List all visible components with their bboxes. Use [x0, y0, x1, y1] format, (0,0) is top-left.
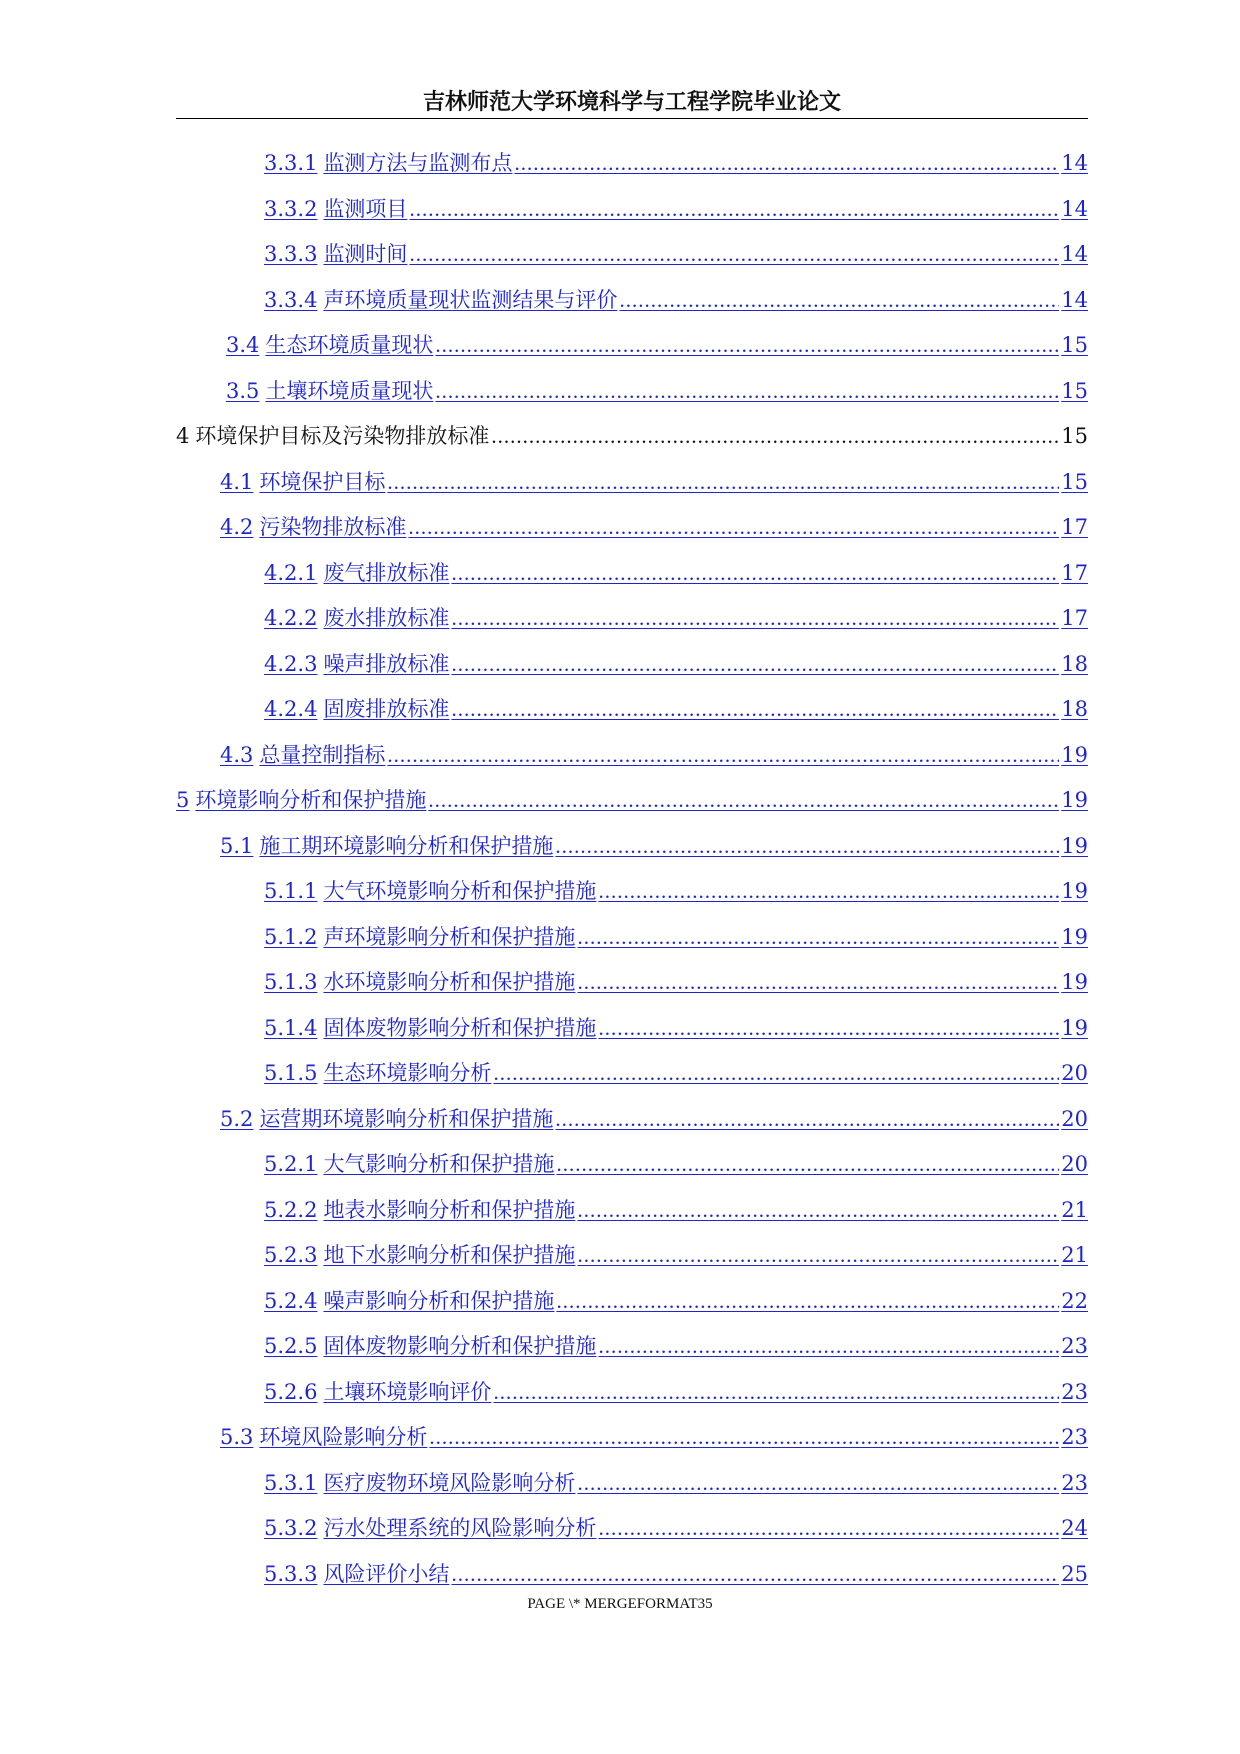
toc-entry-number: 3.3.1 [264, 151, 318, 175]
toc-entry-title: 环境风险影响分析 [259, 1425, 428, 1449]
toc-entry-page-number: 19 [1061, 788, 1088, 812]
toc-entry-5-2[interactable] [176, 1101, 1088, 1147]
toc-entry-number: 5.1.3 [264, 970, 318, 994]
toc-entry-number: 5.3.1 [264, 1470, 318, 1495]
toc-entry-page-number: 17 [1061, 606, 1088, 630]
toc-entry-title: 污水处理系统的风险影响分析 [323, 1516, 597, 1540]
toc-entry-3-3-1[interactable] [176, 145, 1088, 191]
toc-entry-page-number: 14 [1061, 151, 1088, 175]
header-divider [176, 118, 1088, 119]
toc-entry-number: 5.1.2 [264, 924, 318, 949]
toc-entry-title: 环境保护目标 [259, 469, 386, 494]
toc-dot-leader [619, 282, 1059, 318]
toc-entry-title: 生态环境影响分析 [323, 1061, 492, 1085]
toc-entry-number: 5.2.5 [264, 1334, 318, 1358]
toc-entry-title: 水环境影响分析和保护措施 [323, 970, 576, 994]
toc-entry-5-1-5[interactable] [176, 1055, 1088, 1101]
toc-entry-number: 5.2.4 [264, 1288, 318, 1313]
toc-entry-title: 环境影响分析和保护措施 [195, 788, 427, 812]
toc-dot-leader [493, 1055, 1059, 1091]
toc-dot-leader [435, 327, 1059, 363]
toc-entry-page-number: 18 [1061, 697, 1088, 721]
toc-dot-leader [387, 737, 1059, 773]
toc-entry-number: 4.3 [220, 742, 254, 767]
toc-entry-page-number: 19 [1061, 1015, 1088, 1040]
toc-dot-leader [556, 1283, 1059, 1319]
toc-entry-5-3-1[interactable] [176, 1465, 1088, 1511]
toc-dot-leader [451, 600, 1059, 636]
toc-entry-page-number: 18 [1061, 651, 1088, 676]
toc-entry-title: 固体废物影响分析和保护措施 [323, 1334, 597, 1358]
toc-dot-leader [428, 782, 1059, 818]
toc-entry-number: 3.5 [226, 378, 260, 403]
toc-entry-page-number: 14 [1061, 196, 1088, 221]
toc-entry-page-number: 17 [1061, 515, 1088, 539]
toc-entry-4-3[interactable] [176, 737, 1088, 783]
toc-entry-5-1-4[interactable] [176, 1010, 1088, 1056]
toc-entry-number: 5.2.3 [264, 1243, 318, 1267]
toc-entry-number: 5.1.1 [264, 879, 318, 903]
toc-dot-leader [451, 1556, 1059, 1592]
toc-entry-5-3[interactable] [176, 1419, 1088, 1465]
toc-entry-page-number: 20 [1061, 1061, 1088, 1085]
toc-dot-leader [409, 191, 1059, 227]
toc-dot-leader [408, 509, 1059, 545]
toc-dot-leader [409, 236, 1059, 272]
toc-dot-leader [387, 464, 1059, 500]
toc-entry-title: 声环境质量现状监测结果与评价 [323, 287, 618, 312]
toc-entry-number: 5.1.4 [264, 1015, 318, 1040]
toc-entry-page-number: 15 [1061, 424, 1088, 448]
toc-entry-page-number: 15 [1061, 469, 1088, 494]
toc-entry-title: 大气影响分析和保护措施 [323, 1152, 555, 1176]
page-footer-field: PAGE \* MERGEFORMAT35 [527, 1596, 713, 1612]
toc-entry-number: 5.2 [220, 1106, 254, 1131]
toc-entry-number: 4.2.3 [264, 651, 318, 676]
toc-entry-page-number: 24 [1061, 1516, 1088, 1540]
toc-entry-5-1-1[interactable] [176, 873, 1088, 919]
toc-entry-page-number: 19 [1061, 970, 1088, 994]
toc-entry-title: 运营期环境影响分析和保护措施 [259, 1106, 554, 1131]
toc-entry-page-number: 15 [1061, 378, 1088, 403]
toc-entry-number: 5 [176, 788, 190, 812]
toc-entry-3-3-3[interactable] [176, 236, 1088, 282]
toc-entry-number: 5.2.2 [264, 1197, 318, 1222]
toc-entry-page-number: 20 [1061, 1152, 1088, 1176]
toc-entry-page-number: 22 [1061, 1288, 1088, 1313]
toc-entry-3-4[interactable] [176, 327, 1088, 373]
table-of-contents [176, 145, 1088, 1601]
toc-entry-number: 5.3.2 [264, 1516, 318, 1540]
toc-dot-leader [598, 1510, 1059, 1546]
toc-entry-page-number: 21 [1061, 1243, 1088, 1267]
toc-dot-leader [429, 1419, 1059, 1455]
toc-entry-5-2-2[interactable] [176, 1192, 1088, 1238]
toc-entry-5-3-2[interactable] [176, 1510, 1088, 1556]
toc-entry-5-2-6[interactable] [176, 1374, 1088, 1420]
toc-entry-4 [176, 418, 1088, 464]
toc-entry-title: 废水排放标准 [323, 606, 450, 630]
toc-entry-5-2-3[interactable] [176, 1237, 1088, 1283]
toc-entry-title: 医疗废物环境风险影响分析 [323, 1470, 576, 1495]
toc-entry-number: 4.2.1 [264, 560, 318, 585]
toc-entry-title: 生态环境质量现状 [265, 333, 434, 357]
toc-dot-leader [451, 691, 1059, 727]
toc-entry-title: 污染物排放标准 [259, 515, 407, 539]
toc-entry-5-3-3[interactable] [176, 1556, 1088, 1602]
toc-entry-title: 风险评价小结 [323, 1561, 450, 1586]
toc-entry-page-number: 19 [1061, 924, 1088, 949]
toc-entry-title: 固体废物影响分析和保护措施 [323, 1015, 597, 1040]
toc-entry-page-number: 23 [1061, 1425, 1088, 1449]
toc-entry-title: 总量控制指标 [259, 742, 386, 767]
toc-entry-title: 环境保护目标及污染物排放标准 [195, 424, 490, 448]
toc-entry-4-2-2[interactable] [176, 600, 1088, 646]
toc-entry-number: 4 [176, 424, 190, 448]
toc-entry-number: 5.1 [220, 833, 254, 858]
toc-dot-leader [555, 828, 1059, 864]
toc-entry-page-number: 23 [1061, 1470, 1088, 1495]
toc-entry-number: 4.2 [220, 515, 254, 539]
toc-dot-leader [598, 873, 1059, 909]
toc-dot-leader [577, 1192, 1059, 1228]
toc-entry-title: 监测时间 [323, 242, 408, 266]
toc-dot-leader [555, 1101, 1059, 1137]
toc-dot-leader [556, 1146, 1059, 1182]
page-header-title: 吉林师范大学环境科学与工程学院毕业论文 [422, 90, 841, 115]
toc-entry-title: 大气环境影响分析和保护措施 [323, 879, 597, 903]
toc-entry-number: 5.3.3 [264, 1561, 318, 1586]
toc-dot-leader [451, 555, 1059, 591]
toc-dot-leader [491, 418, 1059, 454]
toc-dot-leader [435, 373, 1059, 409]
toc-entry-number: 4.2.4 [264, 697, 318, 721]
toc-entry-4-2-4[interactable] [176, 691, 1088, 737]
toc-entry-number: 5.1.5 [264, 1061, 318, 1085]
toc-entry-page-number: 25 [1061, 1561, 1088, 1586]
toc-dot-leader [577, 919, 1059, 955]
toc-entry-title: 土壤环境质量现状 [265, 378, 434, 403]
toc-entry-title: 地下水影响分析和保护措施 [323, 1243, 576, 1267]
toc-entry-title: 噪声排放标准 [323, 651, 450, 676]
toc-dot-leader [577, 964, 1059, 1000]
toc-entry-number: 4.1 [220, 469, 254, 494]
toc-dot-leader [577, 1237, 1059, 1273]
toc-entry-4-2-1[interactable] [176, 555, 1088, 601]
toc-entry-4-2-3[interactable] [176, 646, 1088, 692]
toc-dot-leader [514, 145, 1059, 181]
toc-entry-5-1[interactable] [176, 828, 1088, 874]
toc-entry-3-3-4[interactable] [176, 282, 1088, 328]
toc-entry-title: 监测方法与监测布点 [323, 151, 513, 175]
toc-dot-leader [577, 1465, 1059, 1501]
toc-entry-page-number: 19 [1061, 879, 1088, 903]
toc-dot-leader [451, 646, 1059, 682]
toc-entry-number: 5.2.6 [264, 1379, 318, 1404]
toc-entry-page-number: 14 [1061, 242, 1088, 266]
toc-entry-number: 5.2.1 [264, 1152, 318, 1176]
toc-entry-title: 声环境影响分析和保护措施 [323, 924, 576, 949]
toc-entry-title: 地表水影响分析和保护措施 [323, 1197, 576, 1222]
toc-entry-title: 施工期环境影响分析和保护措施 [259, 833, 554, 858]
toc-entry-page-number: 23 [1061, 1379, 1088, 1404]
toc-entry-5-2-1[interactable] [176, 1146, 1088, 1192]
toc-entry-5-2-5[interactable] [176, 1328, 1088, 1374]
toc-entry-page-number: 20 [1061, 1106, 1088, 1131]
toc-entry-page-number: 19 [1061, 833, 1088, 858]
toc-entry-3-3-2[interactable] [176, 191, 1088, 237]
toc-entry-number: 4.2.2 [264, 606, 318, 630]
toc-entry-page-number: 23 [1061, 1334, 1088, 1358]
toc-entry-5-1-3[interactable] [176, 964, 1088, 1010]
toc-dot-leader [598, 1010, 1059, 1046]
toc-entry-number: 3.3.3 [264, 242, 318, 266]
toc-entry-page-number: 21 [1061, 1197, 1088, 1222]
toc-entry-title: 监测项目 [323, 196, 408, 221]
toc-entry-number: 5.3 [220, 1425, 254, 1449]
toc-entry-4-1[interactable] [176, 464, 1088, 510]
toc-entry-title: 土壤环境影响评价 [323, 1379, 492, 1404]
toc-dot-leader [493, 1374, 1059, 1410]
toc-entry-5[interactable] [176, 782, 1088, 828]
toc-entry-page-number: 19 [1061, 742, 1088, 767]
toc-entry-3-5[interactable] [176, 373, 1088, 419]
toc-entry-4-2[interactable] [176, 509, 1088, 555]
toc-entry-5-2-4[interactable] [176, 1283, 1088, 1329]
toc-entry-number: 3.3.2 [264, 196, 318, 221]
toc-entry-page-number: 14 [1061, 287, 1088, 312]
toc-entry-title: 噪声影响分析和保护措施 [323, 1288, 555, 1313]
toc-entry-number: 3.4 [226, 333, 260, 357]
toc-entry-5-1-2[interactable] [176, 919, 1088, 965]
toc-entry-page-number: 15 [1061, 333, 1088, 357]
toc-entry-title: 废气排放标准 [323, 560, 450, 585]
toc-entry-number: 3.3.4 [264, 287, 318, 312]
toc-dot-leader [598, 1328, 1059, 1364]
toc-entry-page-number: 17 [1061, 560, 1088, 585]
toc-entry-title: 固废排放标准 [323, 697, 450, 721]
